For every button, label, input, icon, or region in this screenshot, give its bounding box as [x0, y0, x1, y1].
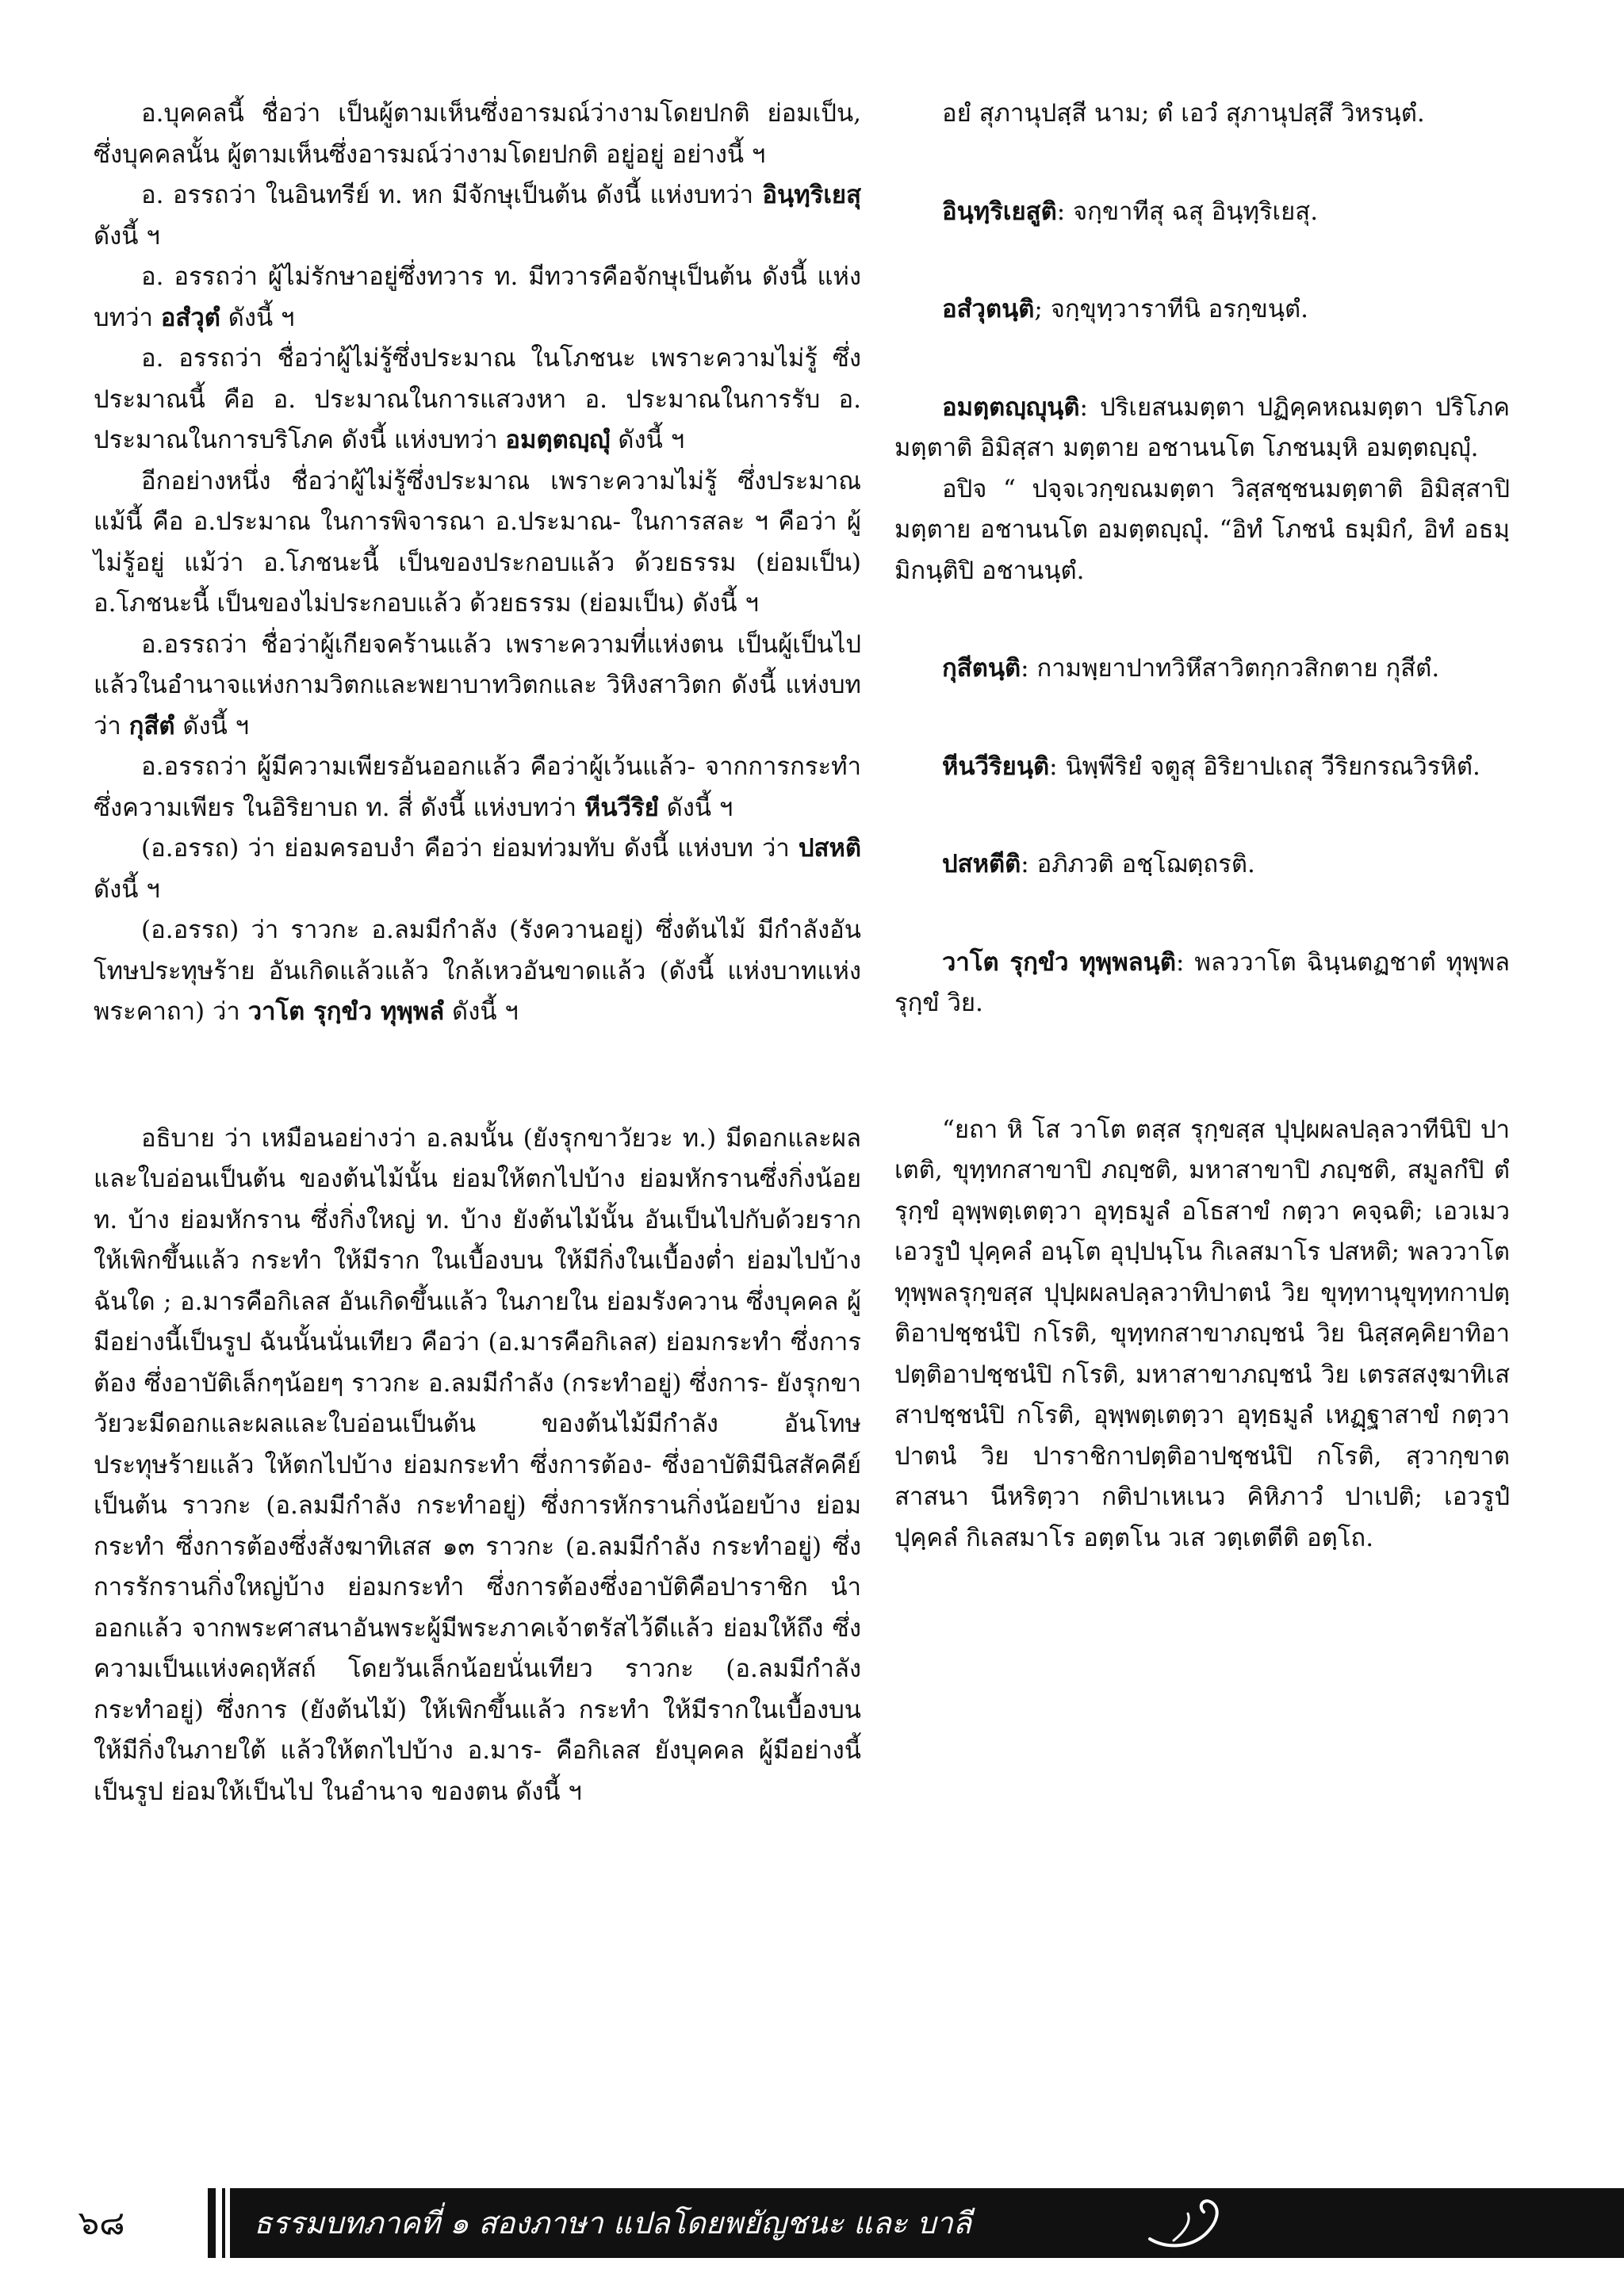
right-entry-8: ปสหตีติ: อภิภวติ อชฺโฌตฺถรติ. [942, 850, 1255, 878]
term-pasahati: ปสหติ [798, 834, 861, 863]
left-paragraph-7: อ.อรรถว่า ผู้มีความเพียรอันออกแล้ว คือว่าผู้เว้นแล้ว- จากการกระทำซึ่งความเพียร ในอิริยาบถ ท. สี่ ดังนี้ แห่งบทว่า หีนวีริยํ ดังนี้ ฯ [94, 752, 861, 822]
left-paragraph-1: อ.บุคคลนี้ ชื่อว่า เป็นผู้ตามเห็นซึ่งอารมณ์ว่างามโดยปกติ ย่อมเป็น, ซึ่งบุคคลนั้น ผู้ตามเห็นซึ่งอารมณ์ว่างามโดยปกติ อยู่อยู่ อย่างนี้ ฯ [94, 99, 861, 169]
footer-divider-thin [222, 2188, 225, 2258]
right-entry-7: หีนวีริยนฺติ: นิพฺพีริยํ จตูสุ อิริยาปเถสุ วีริยกรณวิรหิตํ. [942, 752, 1480, 781]
entry-gap [894, 886, 1510, 943]
right-entry-4: อมตฺตญฺญุนฺติ: ปริเยสนมตฺตา ปฏิคฺคหณมตฺตา ปริโภคมตฺตาติ อิมิสฺสา มตฺตาย อชานนโต โภชนมฺหิ อมตฺตญฺญุํ. [894, 392, 1510, 462]
entry-gap [894, 135, 1510, 192]
term-kusitam: กุสีตํ [128, 711, 175, 740]
term-asamvutam: อสํวุตํ [160, 303, 220, 332]
entry-gap [894, 690, 1510, 747]
entry-gap [894, 787, 1510, 844]
right-entry-2: อินฺทฺริเยสูติ: จกฺขาทีสุ ฉสุ อินฺทฺริเยสุ. [942, 197, 1319, 226]
running-title: ธรรมบทภาคที่ ๑ สองภาษา แปลโดยพยัญชนะ และ บาลี [254, 2206, 972, 2241]
right-entry-6: กุสีตนฺติ: กามพฺยาปาทวิหึสาวิตกฺกวสิกตาย กุสีตํ. [942, 654, 1440, 683]
term-amattannum: อมตฺตญฺญุํ [505, 426, 611, 454]
page-footer [0, 2188, 1624, 2258]
left-paragraph-8: (อ.อรรถ) ว่า ย่อมครอบงำ คือว่า ย่อมท่วมทับ ดังนี้ แห่งบท ว่า ปสหติ ดังนี้ ฯ [94, 834, 861, 904]
section-gap [894, 1024, 1510, 1110]
left-paragraph-4: อ. อรรถว่า ชื่อว่าผู้ไม่รู้ซึ่งประมาณ ในโภชนะ เพราะความไม่รู้ ซึ่งประมาณนี้ คือ อ. ประมาณในการแสวงหา อ. ประมาณในการรับ อ. ประมาณในการบริโภค ดังนี้ แห่งบทว่า อมตฺตญฺญุํ ดังนี้ ฯ [94, 344, 861, 454]
running-title-band [230, 2188, 1624, 2258]
left-paragraph-3: อ. อรรถว่า ผู้ไม่รักษาอยู่ซึ่งทวาร ท. มีทวารคือจักษุเป็นต้น ดังนี้ แห่งบทว่า อสํวุตํ ดังนี้ ฯ [94, 262, 861, 332]
entry-gap [894, 232, 1510, 289]
right-entry-1: อยํ สุภานุปสฺสี นาม; ตํ เอวํ สุภานุปสฺสึ วิหรนฺตํ. [942, 99, 1425, 128]
right-entry-9: วาโต รุกฺขํว ทุพฺพลนฺติ: พลววาโต ฉินฺนตฏชาตํ ทุพฺพลรุกฺขํ วิย. [894, 947, 1511, 1017]
left-paragraph-2: อ. อรรถว่า ในอินทรีย์ ท. หก มีจักษุเป็นต้น ดังนี้ แห่งบทว่า อินฺทฺริเยสุ ดังนี้ ฯ [94, 181, 861, 251]
pali-commentary-column [894, 94, 1510, 1559]
term-vato-rukkham: วาโต รุกฺขํว ทุพฺพลํ [247, 997, 445, 1026]
term-hinaviriyam: หีนวีริยํ [584, 793, 659, 822]
headword-amattannum: อมตฺตญฺญุนฺติ [942, 392, 1080, 422]
headword-indriyesu: อินฺทฺริเยสูติ [942, 197, 1057, 226]
headword-vato-rukkham: วาโต รุกฺขํว ทุพฺพลนฺติ [942, 947, 1176, 977]
left-paragraph-5: อีกอย่างหนึ่ง ชื่อว่าผู้ไม่รู้ซึ่งประมาณ เพราะความไม่รู้ ซึ่งประมาณ แม้นี้ คือ อ.ประมาณ ในการพิจารณา อ.ประมาณ- ในการสละ ฯ คือว่า ผู้ไม่รู้อยู่ แม้ว่า อ.โภชนะนี้ เป็นของประกอบแล้ว ด้วยธรรม (ย่อมเป็น) อ.โภชนะนี้ เป็นของไม่ประกอบแล้ว ด้วยธรรม (ย่อมเป็น) ดังนี้ ฯ [94, 466, 861, 618]
page-number: ๖๘ [0, 2188, 203, 2258]
right-entry-5: อปิจ “ ปจฺจเวกฺขณมตฺตา วิสฺสชฺชนมตฺตาติ อิมิสฺสาปิ มตฺตาย อชานนโต อมตฺตญฺญุํ. “อิทํ โภชนํ ธมฺมิกํ, อิทํ อธมฺมิกนฺติปิ อชานนฺตํ. [894, 474, 1510, 585]
left-paragraph-9: (อ.อรรถ) ว่า ราวกะ อ.ลมมีกำลัง (รังควานอยู่) ซึ่งต้นไม้ มีกำลังอันโทษประทุษร้าย อันเกิดแล้วแล้ว ใกล้เหวอันขาดแล้ว (ดังนี้ แห่งบาทแห่งพระคาถา) ว่า วาโต รุกฺขํว ทุพฺพลํ ดังนี้ ฯ [94, 916, 861, 1026]
entry-gap [894, 591, 1510, 649]
section-gap [94, 1033, 861, 1119]
right-entry-3: อสํวุตนฺติ; จกฺขุทฺวาราทีนิ อรกฺขนฺตํ. [942, 295, 1309, 323]
headword-kusitam: กุสีตนฺติ [942, 654, 1021, 683]
term-indriyesu: อินฺทฺริเยสุ [762, 181, 861, 209]
right-entry-10: “ยถา หิ โส วาโต ตสฺส รุกฺขสฺส ปุปฺผผลปลฺลวาทีนิปิ ปาเตติ, ขุทฺทกสาขาปิ ภญฺชติ, มหาสาขาปิ ภญฺชติ, สมูลกํปิ ตํ รุกฺขํ อุพฺพตฺเตตฺวา อุทฺธมูลํ อโธสาขํ กตฺวา คจฺฉติ; เอวเมว เอวรูปํ ปุคฺคลํ อนฺโต อุปฺปนฺโน กิเลสมาโร ปสหติ; พลววาโต ทุพฺพลรุกฺขสฺส ปุปฺผผลปลฺลวาทิปาตนํ วิย ขุทฺทานุขุทฺทกาปตฺติอาปชฺชนํปิ กโรติ, ขุทฺทกสาขาภญฺชนํ วิย นิสฺสคฺคิยาทิอาปตฺติอาปชฺชนํปิ กโรติ, มหาสาขาภญฺชนํ วิย เตรสสงฺฆาทิเสสาปชฺชนํปิ กโรติ, อุพฺพตฺเตตฺวา อุทฺธมูลํ เหฏฺฐาสาขํ กตฺวา ปาตนํ วิย ปาราชิกาปตฺติอาปชฺชนํปิ กโรติ, สฺวากฺขาตสาสนา นีหริตฺวา กติปาเหเนว คิหิภาวํ ปาเปติ; เอวรูปํ ปุคฺคลํ กิเลสมาโร อตฺตโน วเส วตฺเตตีติ อตฺโถ. [894, 1115, 1510, 1552]
left-paragraph-explanation: อธิบาย ว่า เหมือนอย่างว่า อ.ลมนั้น (ยังรุกขาวัยวะ ท.) มีดอกและผลและใบอ่อนเป็นต้น ของต้นไม้นั้น ย่อมให้ตกไปบ้าง ย่อมหักรานซึ่งกิ่งน้อย ท. บ้าง ย่อมหักราน ซึ่งกิ่งใหญ่ ท. บ้าง ยังต้นไม้นั้น อันเป็นไปกับด้วยราก ให้เพิกขึ้นแล้ว กระทำ ให้มีราก ในเบื้องบน ให้มีกิ่งในเบื้องต่ำ ย่อมไปบ้าง ฉันใด ; อ.มารคือกิเลส อันเกิดขึ้นแล้ว ในภายใน ย่อมรังควาน ซึ่งบุคคล ผู้มีอย่างนี้เป็นรูป ฉันนั้นนั่นเทียว คือว่า (อ.มารคือกิเลส) ย่อมกระทำ ซึ่งการต้อง ซึ่งอาบัติเล็กๆน้อยๆ ราวกะ อ.ลมมีกำลัง (กระทำอยู่) ซึ่งการ- ยังรุกขาวัยวะมีดอกและผลและใบอ่อนเป็นต้น ของต้นไม้มีกำลัง อันโทษประทุษร้ายแล้ว ให้ตกไปบ้าง ย่อมกระทำ ซึ่งการต้อง- ซึ่งอาบัติมีนิสสัคคีย์เป็นต้น ราวกะ (อ.ลมมีกำลัง กระทำอยู่) ซึ่งการหักรานกิ่งน้อยบ้าง ย่อมกระทำ ซึ่งการต้องซึ่งสังฆาทิเสส ๑๓ ราวกะ (อ.ลมมีกำลัง กระทำอยู่) ซึ่งการรักรานกิ่งใหญ่บ้าง ย่อมกระทำ ซึ่งการต้องซึ่งอาบัติคือปาราชิก นำออกแล้ว จากพระศาสนาอันพระผู้มีพระภาคเจ้าตรัสไว้ดีแล้ว ย่อมให้ถึง ซึ่งความเป็นแห่งคฤหัสถ์ โดยวันเล็กน้อยนั่นเทียว ราวกะ (อ.ลมมีกำลัง กระทำอยู่) ซึ่งการ (ยังต้นไม้) ให้เพิกขึ้นแล้ว กระทำ ให้มีรากในเบื้องบน ให้มีกิ่งในภายใต้ แล้วให้ตกไปบ้าง อ.มาร- คือกิเลส ยังบุคคล ผู้มีอย่างนี้เป็นรูป ย่อมให้เป็นไป ในอำนาจ ของตน ดังนี้ ฯ [94, 1123, 861, 1806]
headword-pasahati: ปสหตีติ [942, 850, 1021, 878]
entry-gap [894, 331, 1510, 388]
thai-translation-column [94, 94, 861, 1812]
headword-asamvutam: อสํวุตนฺติ [942, 295, 1035, 323]
flourish-ornament-icon [1142, 2193, 1237, 2253]
headword-hinaviriyam: หีนวีริยนฺติ [942, 752, 1050, 781]
footer-divider-thick [208, 2188, 216, 2258]
left-paragraph-6: อ.อรรถว่า ชื่อว่าผู้เกียจคร้านแล้ว เพราะความที่แห่งตน เป็นผู้เป็นไปแล้วในอำนาจแห่งกามวิตกและพยาบาทวิตกและ วิหิงสาวิตก ดังนี้ แห่งบทว่า กุสีตํ ดังนี้ ฯ [94, 629, 861, 740]
